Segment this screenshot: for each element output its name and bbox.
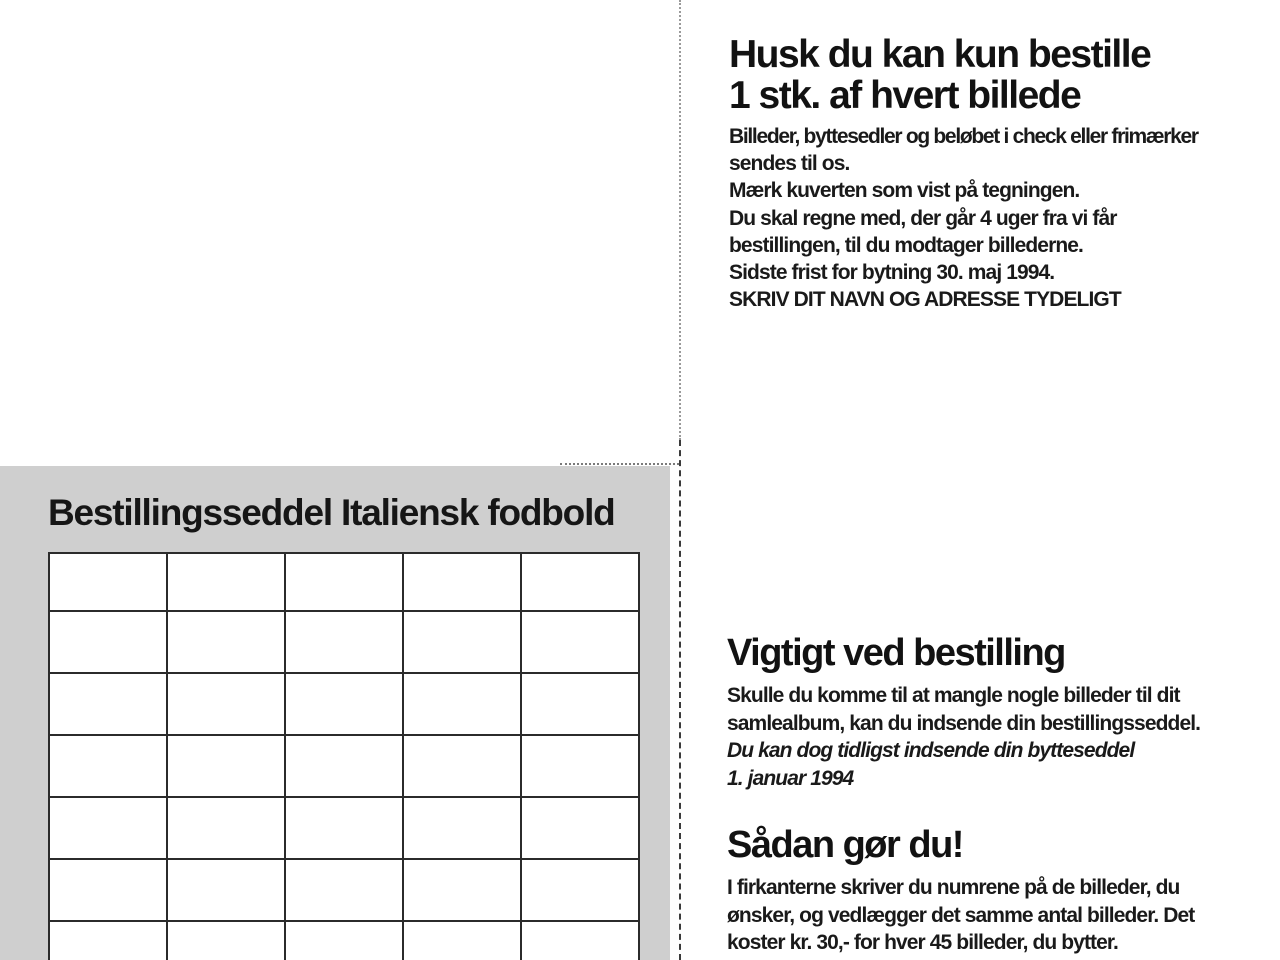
grid-row bbox=[49, 735, 639, 797]
grid-cell[interactable] bbox=[167, 859, 285, 921]
important-text bbox=[727, 682, 1272, 792]
grid-cell[interactable] bbox=[285, 611, 403, 673]
grid-cell[interactable] bbox=[167, 921, 285, 960]
howto-heading: Sådan gør du! bbox=[727, 824, 963, 866]
reminder-heading bbox=[729, 34, 1274, 116]
order-form-panel bbox=[0, 466, 670, 960]
grid-cell[interactable] bbox=[49, 673, 167, 735]
text-line: bestillingen, til du modtager billederne. bbox=[729, 233, 1083, 257]
grid-cell[interactable] bbox=[521, 673, 639, 735]
text-line: I firkanterne skriver du numrene på de billeder, du bbox=[727, 876, 1180, 899]
grid-cell[interactable] bbox=[285, 859, 403, 921]
text-line-italic: 1. januar 1994 bbox=[727, 766, 854, 790]
grid-cell[interactable] bbox=[521, 553, 639, 611]
grid-cell[interactable] bbox=[521, 611, 639, 673]
grid-cell[interactable] bbox=[49, 921, 167, 960]
grid-cell[interactable] bbox=[49, 859, 167, 921]
grid-row bbox=[49, 797, 639, 859]
grid-row bbox=[49, 921, 639, 960]
text-line: Sidste frist for bytning 30. maj 1994. bbox=[729, 261, 1055, 285]
grid-cell[interactable] bbox=[403, 735, 521, 797]
important-heading: Vigtigt ved bestilling bbox=[727, 632, 1065, 674]
text-line: sendes til os. bbox=[729, 152, 850, 176]
grid-row bbox=[49, 553, 639, 611]
reminder-heading-line: Husk du kan kun bestille bbox=[729, 33, 1151, 76]
grid-cell[interactable] bbox=[49, 735, 167, 797]
reminder-section bbox=[729, 34, 1274, 313]
grid-cell[interactable] bbox=[285, 921, 403, 960]
grid-cell[interactable] bbox=[521, 735, 639, 797]
grid-cell[interactable] bbox=[49, 553, 167, 611]
grid-cell[interactable] bbox=[521, 921, 639, 960]
text-line: SKRIV DIT NAVN OG ADRESSE TYDELIGT bbox=[729, 288, 1121, 312]
grid-cell[interactable] bbox=[285, 735, 403, 797]
text-line: Billeder, byttesedler og beløbet i check eller frimærker bbox=[729, 125, 1198, 148]
grid-cell[interactable] bbox=[521, 797, 639, 859]
grid-cell[interactable] bbox=[167, 553, 285, 611]
text-line: Skulle du komme til at mangle nogle billeder til dit bbox=[727, 684, 1180, 707]
important-section bbox=[727, 632, 1272, 792]
grid-cell[interactable] bbox=[403, 611, 521, 673]
reminder-heading-line: 1 stk. af hvert billede bbox=[729, 74, 1081, 117]
grid-cell[interactable] bbox=[403, 553, 521, 611]
grid-cell[interactable] bbox=[403, 673, 521, 735]
cropped-text-remnant bbox=[820, 0, 1240, 2]
grid-cell[interactable] bbox=[285, 553, 403, 611]
howto-text bbox=[727, 874, 1272, 957]
grid-cell[interactable] bbox=[167, 735, 285, 797]
grid-cell[interactable] bbox=[49, 611, 167, 673]
text-line: koster kr. 30,- for hver 45 billeder, du bytter. bbox=[727, 931, 1118, 954]
grid-cell[interactable] bbox=[167, 611, 285, 673]
grid-cell[interactable] bbox=[49, 797, 167, 859]
grid-row bbox=[49, 611, 639, 673]
grid-row bbox=[49, 859, 639, 921]
grid-cell[interactable] bbox=[403, 921, 521, 960]
cut-line-dotted bbox=[679, 0, 681, 440]
grid-row bbox=[49, 673, 639, 735]
grid-cell[interactable] bbox=[521, 859, 639, 921]
text-line-italic: Du kan dog tidligst indsende din bytteseddel bbox=[727, 739, 1135, 762]
text-line: ønsker, og vedlægger det samme antal billeder. Det bbox=[727, 903, 1195, 927]
order-form-title: Bestillingsseddel Italiensk fodbold bbox=[48, 492, 615, 533]
grid-cell[interactable] bbox=[285, 797, 403, 859]
text-line: Du skal regne med, der går 4 uger fra vi får bbox=[729, 206, 1117, 230]
reminder-text bbox=[729, 123, 1274, 313]
grid-cell[interactable] bbox=[167, 797, 285, 859]
howto-section bbox=[727, 824, 1272, 957]
order-grid bbox=[48, 552, 640, 960]
text-line: Mærk kuverten som vist på tegningen. bbox=[729, 179, 1080, 203]
grid-cell[interactable] bbox=[285, 673, 403, 735]
text-line: samlealbum, kan du indsende din bestillingsseddel. bbox=[727, 711, 1201, 735]
cut-line-horizontal bbox=[560, 463, 679, 465]
cut-line-dashed bbox=[679, 440, 681, 960]
grid-cell[interactable] bbox=[167, 673, 285, 735]
grid-cell[interactable] bbox=[403, 797, 521, 859]
grid-cell[interactable] bbox=[403, 859, 521, 921]
